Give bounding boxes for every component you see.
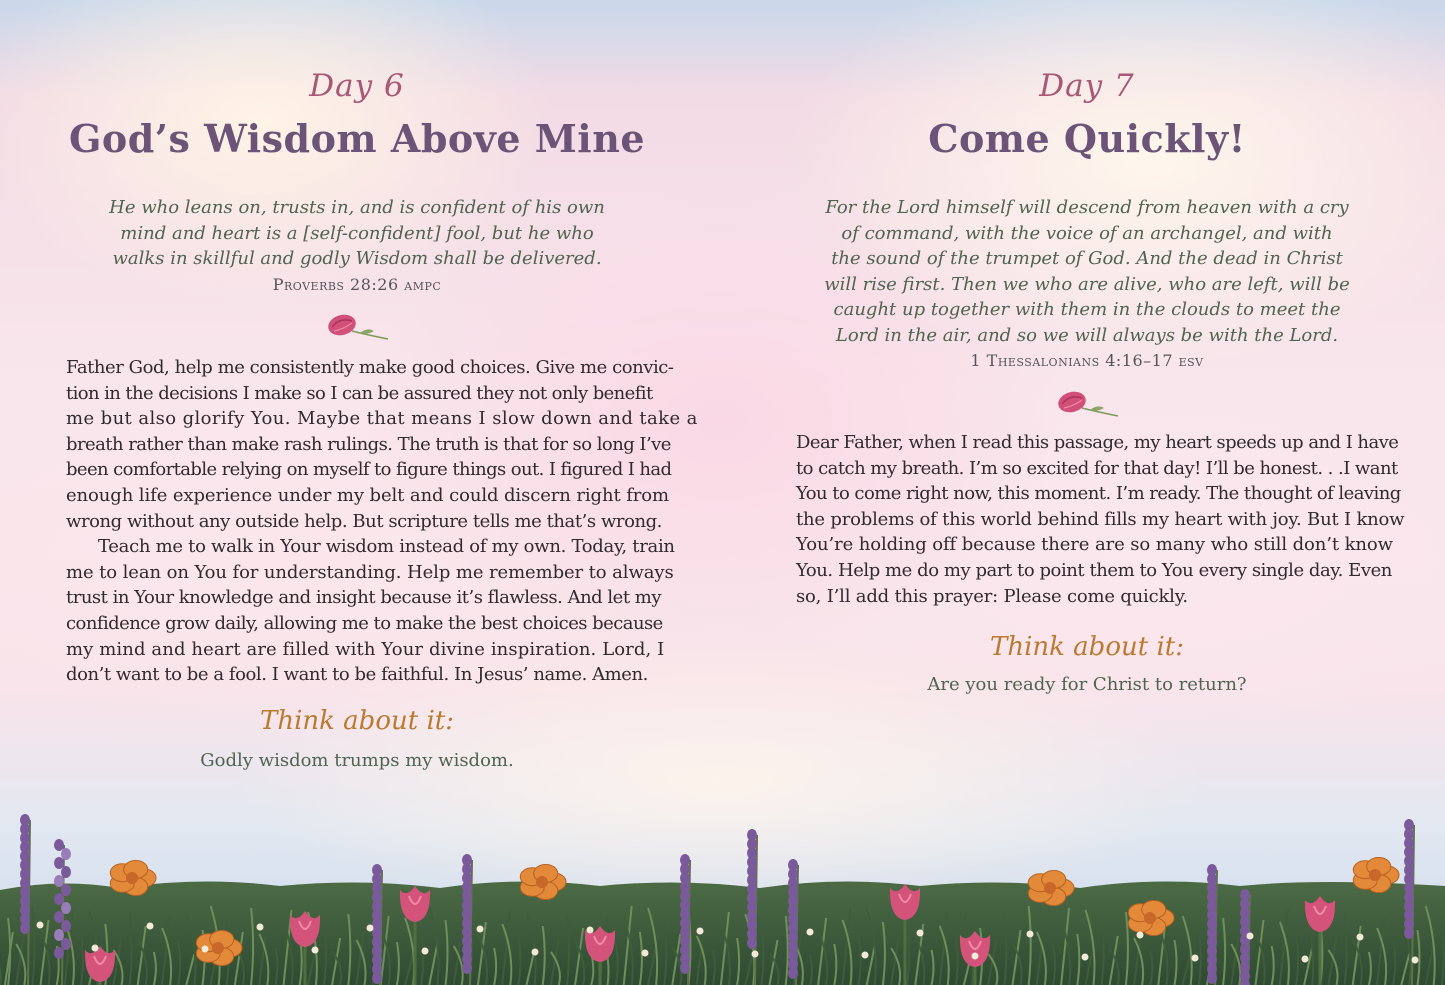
page-title: Come Quickly! — [928, 116, 1246, 161]
tiny-white-flower — [147, 923, 154, 930]
tiny-white-flower — [917, 930, 924, 937]
prayer-line: the problems of this world behind fills my heart with joy. But I know — [796, 508, 1405, 530]
prayer-line: You. Help me do my part to point them to You every single day. Even — [796, 559, 1392, 581]
tiny-white-flower — [257, 924, 264, 931]
tiny-white-flower — [862, 952, 869, 959]
lavender-petal — [54, 947, 64, 959]
prayer-line: wrong without any outside help. But scripture tells me that’s wrong. — [66, 510, 662, 532]
tiny-white-flower — [1412, 957, 1419, 964]
tiny-white-flower — [202, 946, 209, 953]
lavender-petal — [680, 962, 690, 974]
prayer-line: breath rather than make rash rulings. The truth is that for so long I’ve — [66, 433, 671, 455]
verse-line: He who leans on, trusts in, and is confident of his own — [109, 197, 605, 218]
orange-bloom-center — [126, 872, 138, 884]
prayer-line: Teach me to walk in Your wisdom instead of my own. Today, train — [98, 536, 675, 558]
verse-reference: Proverbs 28:26 ampc — [272, 275, 442, 294]
lavender-petal — [372, 972, 382, 984]
scripture-verse — [790, 195, 1384, 348]
prayer-line: my mind and heart are filled with Your divine inspiration. Lord, I — [66, 638, 665, 660]
orange-bloom-center — [1144, 912, 1156, 924]
tiny-white-flower — [697, 928, 704, 935]
prayer-line: confidence grow daily, allowing me to make the best choices because — [66, 612, 663, 634]
tiny-white-flower — [422, 948, 429, 955]
day-label: Day 6 — [309, 68, 405, 104]
lavender-petal — [1207, 972, 1217, 984]
tiny-white-flower — [642, 950, 649, 957]
lavender-petal — [462, 962, 472, 974]
day-label: Day 7 — [1039, 68, 1135, 104]
verse-line: walks in skillful and godly Wisdom shall be delivered. — [112, 248, 602, 269]
tiny-white-flower — [532, 949, 539, 956]
tiny-white-flower — [587, 927, 594, 934]
verse-line: For the Lord himself will descend from heaven with a cry — [825, 197, 1349, 218]
lavender-petal — [788, 967, 798, 979]
think-about-it-answer: Are you ready for Christ to return? — [927, 674, 1247, 695]
prayer-line: tion in the decisions I make so I can be assured they not only benefit — [66, 382, 653, 404]
orange-bloom-center — [536, 876, 548, 888]
prayer-line: You to come right now, this moment. I’m ready. The thought of leaving — [796, 483, 1401, 505]
prayer-text — [66, 355, 698, 688]
lavender-petal — [54, 911, 64, 923]
think-about-it-label: Think about it: — [260, 706, 454, 736]
prayer-line: been comfortable relying on myself to figure things out. I figured I had — [66, 459, 672, 481]
page-title: God’s Wisdom Above Mine — [68, 116, 646, 161]
lavender-petal — [54, 839, 64, 851]
lavender-petal — [54, 893, 64, 905]
scripture-verse — [60, 195, 654, 272]
tiny-white-flower — [367, 925, 374, 932]
verse-reference: 1 Thessalonians 4:16–17 esv — [970, 351, 1204, 370]
prayer-line: trust in Your knowledge and insight because it’s flawless. And let my — [66, 587, 662, 609]
tiny-white-flower — [1027, 931, 1034, 938]
lavender-petal — [20, 922, 30, 934]
prayer-line: me but also glorify You. Maybe that means I slow down and take a — [66, 408, 698, 430]
rose-bud-icon — [324, 309, 390, 343]
prayer-line: so, I’ll add this prayer: Please come quickly. — [796, 585, 1188, 607]
tiny-white-flower — [1357, 934, 1364, 941]
wildflower-meadow-illustration — [0, 800, 1445, 985]
think-about-it-answer: Godly wisdom trumps my wisdom. — [200, 750, 514, 771]
prayer-line: to catch my breath. I’m so excited for that day! I’ll be honest. . .I want — [796, 457, 1398, 479]
tiny-white-flower — [37, 922, 44, 929]
page-day-7 — [790, 0, 1405, 800]
tiny-white-flower — [807, 929, 814, 936]
lavender-petal — [61, 920, 71, 932]
lavender-petal — [61, 884, 71, 896]
tiny-white-flower — [1192, 955, 1199, 962]
tiny-white-flower — [972, 953, 979, 960]
lavender-petal — [1404, 927, 1414, 939]
verse-line: of command, with the voice of an archangel, and with — [841, 222, 1333, 244]
tiny-white-flower — [312, 947, 319, 954]
lavender-petal — [61, 902, 71, 914]
prayer-line: enough life experience under my belt and could discern right from — [66, 484, 669, 506]
verse-line: Lord in the air, and so we will always be with the Lord. — [835, 324, 1339, 346]
tiny-white-flower — [1302, 956, 1309, 963]
lavender-petal — [61, 866, 71, 878]
lavender-petal — [61, 938, 71, 950]
verse-line: caught up together with them in the clouds to meet the — [833, 299, 1341, 320]
lavender-petal — [61, 848, 71, 860]
rose-bud-icon — [1054, 386, 1120, 420]
prayer-line: You’re holding off because there are so many who still don’t know — [796, 534, 1393, 556]
tiny-white-flower — [752, 951, 759, 958]
prayer-text — [796, 430, 1405, 609]
think-about-it-label: Think about it: — [990, 632, 1184, 662]
tiny-white-flower — [1247, 933, 1254, 940]
prayer-line: don’t want to be a fool. I want to be faithful. In Jesus’ name. Amen. — [66, 664, 648, 686]
lavender-petal — [54, 857, 64, 869]
lavender-petal — [54, 929, 64, 941]
tiny-white-flower — [1082, 954, 1089, 961]
tiny-white-flower — [1137, 932, 1144, 939]
verse-line: mind and heart is a [self-confident] fool, but he who — [120, 222, 594, 244]
verse-line: will rise first. Then we who are alive, who are left, will be — [824, 273, 1350, 295]
lavender-petal — [54, 875, 64, 887]
verse-line: the sound of the trumpet of God. And the dead in Christ — [831, 248, 1343, 269]
prayer-line: Father God, help me consistently make good choices. Give me convic- — [66, 357, 674, 378]
tiny-white-flower — [92, 945, 99, 952]
prayer-line: Dear Father, when I read this passage, my heart speeds up and I have — [796, 432, 1399, 453]
tiny-white-flower — [477, 926, 484, 933]
orange-bloom-center — [1369, 869, 1381, 881]
page-day-6 — [60, 0, 698, 800]
orange-bloom-center — [212, 942, 224, 954]
orange-bloom-center — [1044, 882, 1056, 894]
lavender-petal — [747, 937, 757, 949]
prayer-line: me to lean on You for understanding. Help me remember to always — [66, 561, 674, 583]
